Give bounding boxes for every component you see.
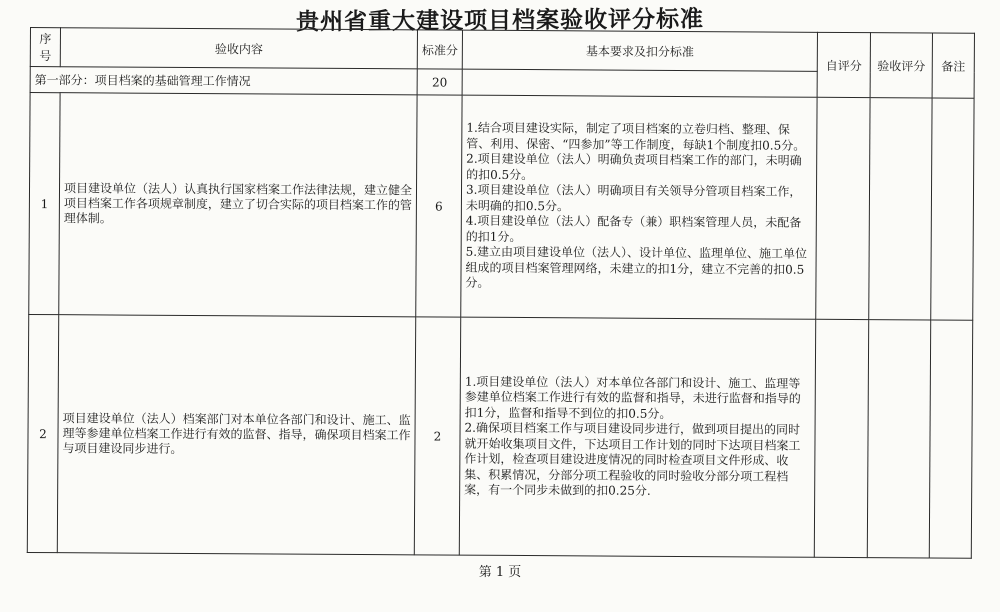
requirement-item: 2.确保项目档案工作与项目建设同步进行，做到项目提出的同时就开始收集项目文件，下达项目工作计划的同时下达项目档案工作计划，检查项目建设进度情况的同时检查项目文件形成、收集、积累情况，分部分项工程验收的同时验收分部分项工程档案，有一个同步未做到的扣0.25分. xyxy=(464,420,801,498)
requirement-item: 5.建立由项目建设单位（法人）、设计单位、监理单位、施工单位组成的项目档案管理网络，未建立的扣1分，建立不完善的扣0.5分。 xyxy=(465,244,808,291)
document-title: 贵州省重大建设项目档案验收评分标准 xyxy=(295,6,705,36)
remarks-cell xyxy=(931,98,974,320)
header-review-score: 验收评分 xyxy=(870,33,932,98)
header-row xyxy=(30,28,974,73)
header-remarks: 备注 xyxy=(932,33,974,98)
row-number: 1 xyxy=(29,93,60,315)
header-standard-score: 标准分 xyxy=(417,30,462,69)
section-score: 20 xyxy=(417,69,462,95)
row-number: 2 xyxy=(27,314,58,552)
section-label: 第一部分：项目档案的基础管理工作情况 xyxy=(30,67,417,95)
header-self-score: 自评分 xyxy=(817,32,870,97)
header-no: 序号 xyxy=(30,28,60,67)
review-score-cell xyxy=(869,98,932,320)
page-number: 第 1 页 xyxy=(478,565,522,580)
self-score-cell xyxy=(816,97,870,319)
requirement-item: 1.结合项目建设实际，制定了项目档案的立卷归档、整理、保管、利用、保密、“四参加”等工作制度，每缺1个制度扣0.5分。 xyxy=(466,120,806,153)
scoring-table xyxy=(27,27,975,559)
header-requirements: 基本要求及扣分标准 xyxy=(462,30,817,71)
review-score-cell xyxy=(867,320,930,558)
requirement-item: 4.项目建设单位（法人）配备专（兼）职档案管理人员，未配备的扣1分。 xyxy=(465,213,802,244)
requirement-item: 1.项目建设单位（法人）对本单位各部门和设计、施工、监理等参建单位档案工作进行有效的监督和指导，未进行监督和指导的扣1分，监督和指导不到位的扣0.5分。 xyxy=(464,374,801,421)
requirement-item: 3.项目建设单位（法人）明确项目有关领导分管项目档案工作，未明确的扣0.5分。 xyxy=(465,182,802,214)
row-content: 项目建设单位（法人）档案部门对本单位各部门和设计、施工、监理等参建单位档案工作进行有效的监督、指导，确保项目档案工作与项目建设同步进行。 xyxy=(57,315,415,555)
self-score-cell xyxy=(814,319,868,557)
row-score: 2 xyxy=(414,317,460,555)
row-content: 项目建设单位（法人）认真执行国家档案工作法律法规，建立健全项目档案工作各项规章制度，建立了切合实际的项目档案工作的管理体制。 xyxy=(59,93,417,317)
row-requirements xyxy=(459,317,815,557)
table-row xyxy=(27,314,972,558)
header-content: 验收内容 xyxy=(60,28,417,69)
row-score: 6 xyxy=(416,95,462,317)
requirement-item: 2.项目建设单位（法人）明确负责项目档案工作的部门，未明确的扣0.5分。 xyxy=(466,151,802,182)
table-row xyxy=(29,93,974,321)
section-requirements-empty xyxy=(462,69,817,97)
row-requirements xyxy=(461,95,817,319)
remarks-cell xyxy=(929,320,972,558)
